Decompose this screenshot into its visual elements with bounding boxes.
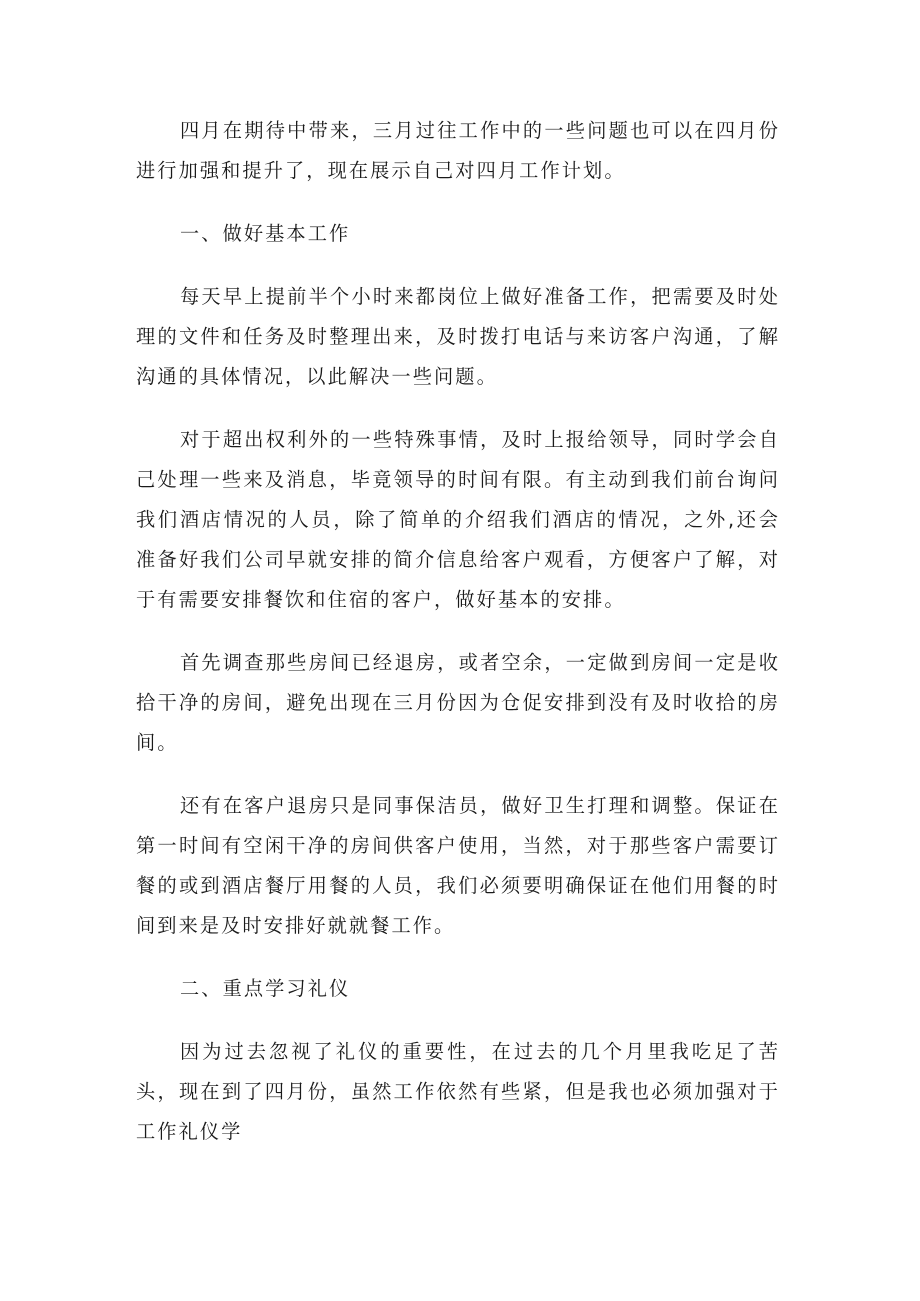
paragraph-special-matters: 对于超出权利外的一些特殊事情，及时上报给领导，同时学会自己处理一些来及消息，毕竟领导的时间有限。有主动到我们前台询问我们酒店情况的人员，除了简单的介绍我们酒店的情况，之外,还会准备好我们公司早就安排的简介信息给客户观看，方便客户了解，对于有需要安排餐饮和住宿的客户，做好基本的安排。 (136, 428, 780, 611)
document-body (136, 111, 780, 1175)
section-heading-etiquette: 二、重点学习礼仪 (180, 977, 351, 1000)
paragraph-checkout-cleaning: 还有在客户退房只是同事保洁员，做好卫生打理和调整。保证在第一时间有空闲干净的房间供客户使用，当然，对于那些客户需要订餐的或到酒店餐厅用餐的人员，我们必须要明确保证在他们用餐的时间到来是及时安排好就就餐工作。 (136, 794, 780, 937)
section-heading-basic-work: 一、做好基本工作 (180, 222, 351, 245)
paragraph-room-check: 首先调查那些房间已经退房，或者空余，一定做到房间一定是收拾干净的房间，避免出现在三月份因为仓促安排到没有及时收拾的房间。 (136, 651, 780, 754)
paragraph-daily-prep: 每天早上提前半个小时来都岗位上做好准备工作，把需要及时处理的文件和任务及时整理出来，及时拨打电话与来访客户沟通，了解沟通的具体情况，以此解决一些问题。 (136, 285, 780, 388)
paragraph-intro: 四月在期待中带来，三月过往工作中的一些问题也可以在四月份进行加强和提升了，现在展示自己对四月工作计划。 (136, 119, 780, 182)
paragraph-etiquette-study: 因为过去忽视了礼仪的重要性，在过去的几个月里我吃足了苦头，现在到了四月份，虽然工作依然有些紧，但是我也必须加强对于工作礼仪学 (136, 1040, 780, 1143)
